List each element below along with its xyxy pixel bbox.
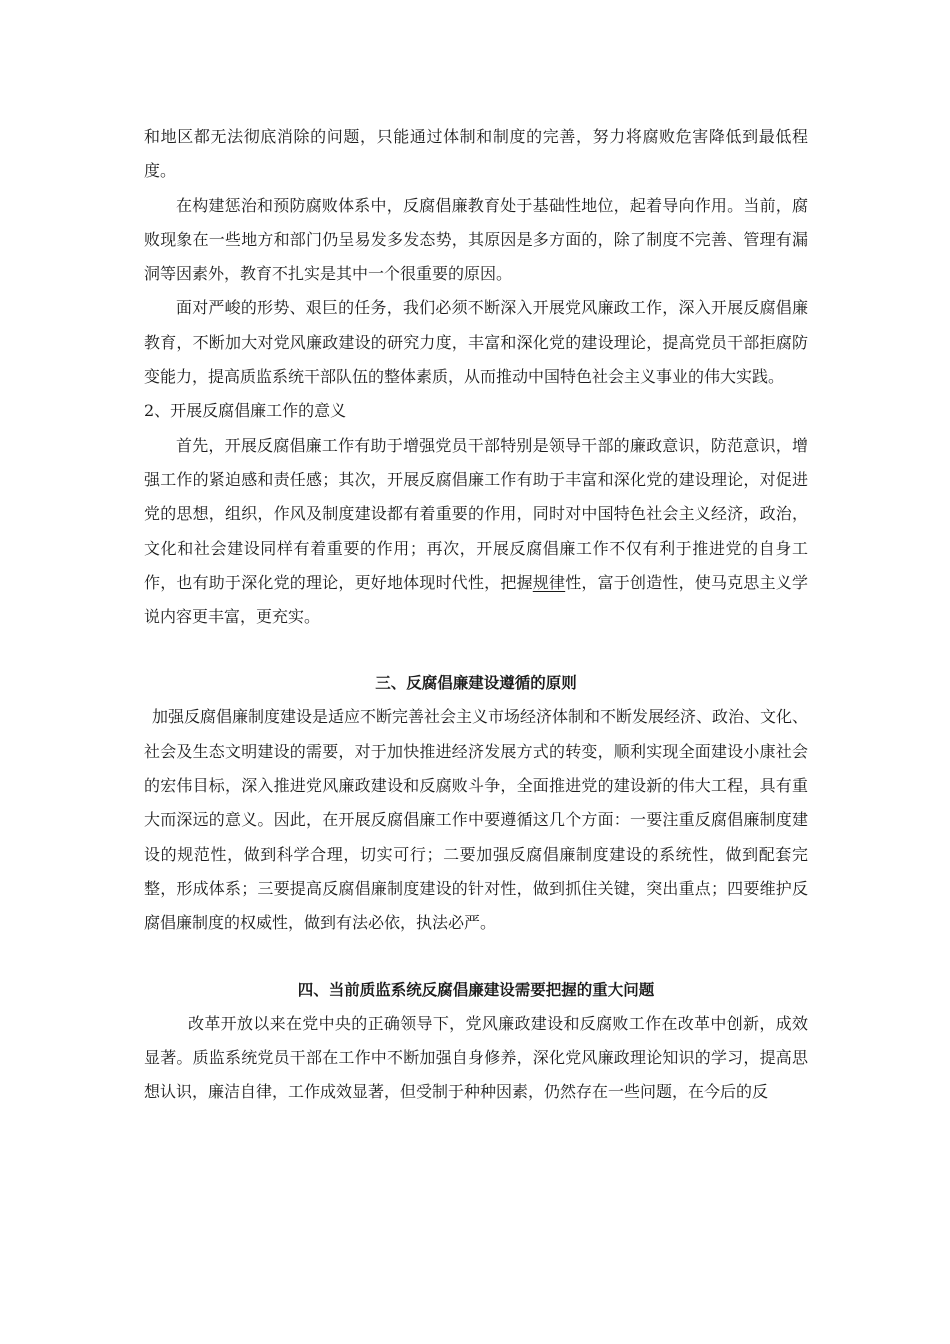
paragraph-significance-text: 首先，开展反腐倡廉工作有助于增强党员干部特别是领导干部的廉政意识，防范意识，增强工作的紧迫感和责任感；其次，开展反腐倡廉工作有助于丰富和深化党的建设理论，对促进党的思想，组织，作风及制度建设都有着重要的作用，同时对中国特色社会主义经济，政治，文化和社会建设同样有着重要的作用；再次，开展反腐倡廉工作不仅有利于推进党的自身工作，也有助于深化党的理论，更好地体现时代性，把握 <box>144 435 808 592</box>
section-title-major-issues: 四、当前质监系统反腐倡廉建设需要把握的重大问题 <box>297 980 655 999</box>
section-gap <box>144 941 808 973</box>
paragraph-significance-tail: 性，富于创造性，使马克思主义学说内容更丰富，更充实。 <box>144 572 808 627</box>
paragraph-major-issues: 改革开放以来在党中央的正确领导下，党风廉政建设和反腐败工作在改革中创新，成效显著。质监系统党员干部在工作中不断加强自身修养，深化党风廉政理论知识的学习，提高思想认识，廉洁自律，工作成效显著，但受制于种种因素，仍然存在一些问题，在今后的反 <box>144 1013 808 1102</box>
paragraph-principles: 加强反腐倡廉制度建设是适应不断完善社会主义市场经济体制和不断发展经济、政治、文化、社会及生态文明建设的需要，对于加快推进经济发展方式的转变，顺利实现全面建设小康社会的宏伟目标，深入推进党风廉政建设和反腐败斗争，全面推进党的建设新的伟大工程，具有重大而深远的意义。因此，在开展反腐倡廉工作中要遵循这几个方面：一要注重反腐倡廉制度建设的规范性，做到科学合理，切实可行；二要加强反腐倡廉制度建设的系统性，做到配套完整，形成体系；三要提高反腐倡廉制度建设的针对性，做到抓住关键，突出重点；四要维护反腐倡廉制度的权威性，做到有法必依，执法必严。 <box>144 707 809 933</box>
guilv-link[interactable]: 规律 <box>532 572 566 592</box>
section-gap <box>144 634 808 666</box>
paragraph-significance <box>144 429 808 635</box>
document-body <box>144 120 808 1109</box>
subheading-significance: 2、开展反腐倡廉工作的意义 <box>144 401 347 421</box>
paragraph-severe-situation: 面对严峻的形势、艰巨的任务，我们必须不断深入开展党风廉政工作，深入开展反腐倡廉教育，不断加大对党风廉政建设的研究力度，丰富和深化党的建设理论，提高党员干部拒腐防变能力，提高质监系统干部队伍的整体素质，从而推动中国特色社会主义事业的伟大实践。 <box>144 298 808 387</box>
section-title-principles: 三、反腐倡廉建设遵循的原则 <box>375 674 577 693</box>
paragraph-education-role: 在构建惩治和预防腐败体系中，反腐倡廉教育处于基础性地位，起着导向作用。当前，腐败现象在一些地方和部门仍呈易发多发态势，其原因是多方面的，除了制度不完善、管理有漏洞等因素外，教育不扎实是其中一个很重要的原因。 <box>144 195 808 284</box>
paragraph-continued: 和地区都无法彻底消除的问题，只能通过体制和制度的完善，努力将腐败危害降低到最低程度。 <box>144 127 808 181</box>
